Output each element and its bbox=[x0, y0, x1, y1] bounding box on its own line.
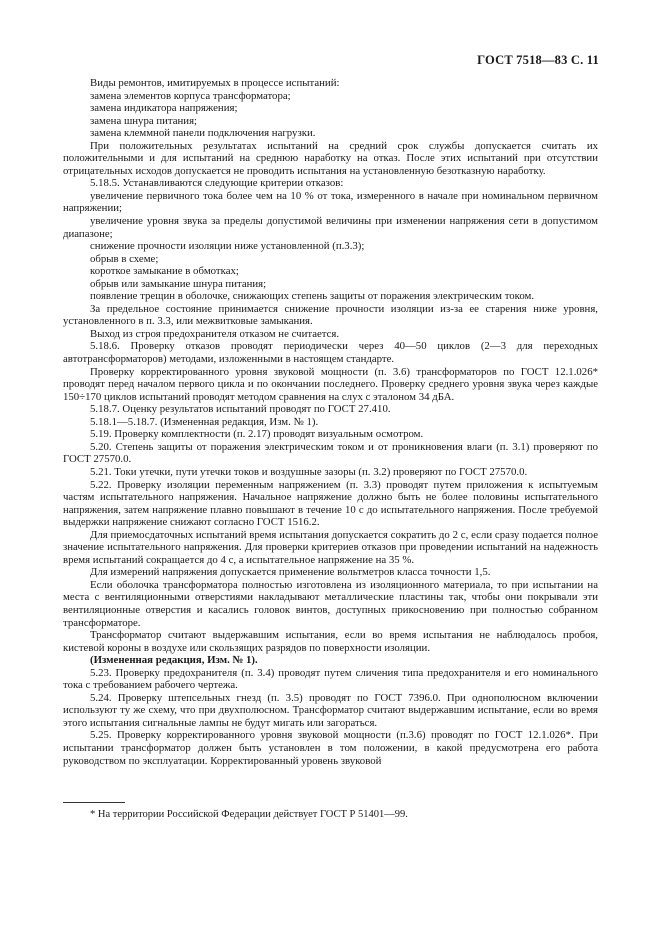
paragraph: появление трещин в оболочке, снижающих степень защиты от поражения электрическим током. bbox=[90, 290, 535, 303]
paragraph: 5.23. Проверку предохранителя (п. 3.4) проводят путем сличения типа предохранителя и его номинального тока с требованием рабочего чертежа. bbox=[63, 666, 598, 692]
paragraph: 5.18.1—5.18.7. (Измененная редакция, Изм. № 1). bbox=[90, 415, 319, 428]
paragraph: При положительных результатах испытаний на средний срок службы допускается считать их положительными и для испытаний на среднюю наработку на отказ. После этих испытаний при отсутствии отрицательных исходов допускается не проводить испытания на установленную безотказную наработку. bbox=[63, 139, 598, 177]
paragraph: 5.19. Проверку комплектности (п. 2.17) проводят визуальным осмотром. bbox=[90, 428, 424, 441]
paragraph: замена элементов корпуса трансформатора; bbox=[90, 89, 291, 102]
paragraph: замена индикатора напряжения; bbox=[90, 102, 238, 115]
paragraph: 5.18.5. Устанавливаются следующие критерии отказов: bbox=[90, 177, 344, 190]
paragraph: 5.24. Проверку штепсельных гнезд (п. 3.5) проводят по ГОСТ 7396.0. При однополюсном включении используют ту же схему, что при двухполюсном. Трансформатор считают выдержавшим испытание, если во время этого испытания сигнальные лампы не будут мигать или загораться. bbox=[63, 691, 598, 729]
paragraph: снижение прочности изоляции ниже установленной (п.3.3); bbox=[90, 240, 365, 253]
footnote: * На территории Российской Федерации действует ГОСТ Р 51401—99. bbox=[90, 809, 408, 820]
paragraph: Для приемосдаточных испытаний время испытания допускается сократить до 2 с, если сразу подается полное значение испытательного напряжения. Для проверки критериев отказов при проведении испытаний на надежность время испытаний сокращается до 4 с, а испытательное напряжение на 35 %. bbox=[63, 528, 598, 566]
paragraph: Трансформатор считают выдержавшим испытания, если во время испытания не наблюдалось пробоя, кистевой короны в воздухе или скользящих разрядов по поверхности изоляции. bbox=[63, 629, 598, 654]
paragraph: обрыв или замыкание шнура питания; bbox=[90, 277, 267, 290]
paragraph: увеличение первичного тока более чем на 10 % от тока, измеренного в начале при номинальном первичном напряжении; bbox=[63, 189, 598, 215]
paragraph: Для измерений напряжения допускается применение вольтметров класса точности 1,5. bbox=[90, 566, 491, 579]
paragraph: За предельное состояние принимается снижение прочности изоляции из-за ее старения ниже уровня, установленного в п. 3.3, или межвитковые замыкания. bbox=[63, 302, 598, 328]
document-body bbox=[63, 77, 598, 767]
paragraph: 5.25. Проверку корректированного уровня звуковой мощности (п.3.6) проводят по ГОСТ 12.1.026*. При испытании трансформатор должен быть установлен в том положении, в какой предусмотрена его работа руководством по эксплуатации. Корректированный уровень звуковой bbox=[63, 729, 598, 767]
amendment-note: (Измененная редакция, Изм. № 1). bbox=[90, 654, 258, 667]
footnote-divider bbox=[63, 802, 125, 803]
paragraph: Если оболочка трансформатора полностью изготовлена из изоляционного материала, то при испытании на места с вентиляционными отверстиями накладывают металлические пластины так, чтобы они покрывали эти вентиляционные отверстия и касались головок винтов, доступных прикосновению при полностью собранном трансформаторе. bbox=[63, 578, 598, 629]
paragraph: 5.18.6. Проверку отказов проводят периодически через 40—50 циклов (2—3 для переходных автотрансформаторов) методами, изложенными в настоящем стандарте. bbox=[63, 340, 598, 366]
paragraph: Выход из строя предохранителя отказом не считается. bbox=[90, 327, 340, 340]
paragraph: Проверку корректированного уровня звуковой мощности (п. 3.6) трансформаторов по ГОСТ 12.1.026* проводят перед началом первого цикла и по окончании последнего. Проверку среднего уровня звука через каждые 150÷170 циклов испытаний проводят методом сравнения на слух с эталоном 34 дБА. bbox=[63, 365, 598, 403]
paragraph: замена клеммной панели подключения нагрузки. bbox=[90, 127, 316, 140]
running-header: ГОСТ 7518—83 С. 11 bbox=[477, 53, 599, 67]
paragraph: 5.20. Степень защиты от поражения электрическим током и от проникновения влаги (п. 3.1) проверяют по ГОСТ 27570.0. bbox=[63, 440, 598, 466]
paragraph: короткое замыкание в обмотках; bbox=[90, 265, 239, 278]
paragraph: 5.22. Проверку изоляции переменным напряжением (п. 3.3) проводят путем приложения к испытуемым частям испытательного напряжения. Начальное напряжение должно быть не более половины испытательного напряжения, затем напряжение плавно повышают в течение 10 с до испытательного напряжения. После требуемой выдержки напряжение снижают согласно ГОСТ 1516.2. bbox=[63, 478, 598, 529]
paragraph: замена шнура питания; bbox=[90, 114, 198, 127]
paragraph: 5.21. Токи утечки, пути утечки токов и воздушные зазоры (п. 3.2) проверяют по ГОСТ 27570.0. bbox=[90, 465, 528, 478]
paragraph: Виды ремонтов, имитируемых в процессе испытаний: bbox=[90, 77, 340, 89]
paragraph: обрыв в схеме; bbox=[90, 252, 159, 265]
paragraph: увеличение уровня звука за пределы допустимой величины при изменении напряжения сети в допустимом диапазоне; bbox=[63, 215, 598, 240]
paragraph: 5.18.7. Оценку результатов испытаний проводят по ГОСТ 27.410. bbox=[90, 403, 391, 416]
